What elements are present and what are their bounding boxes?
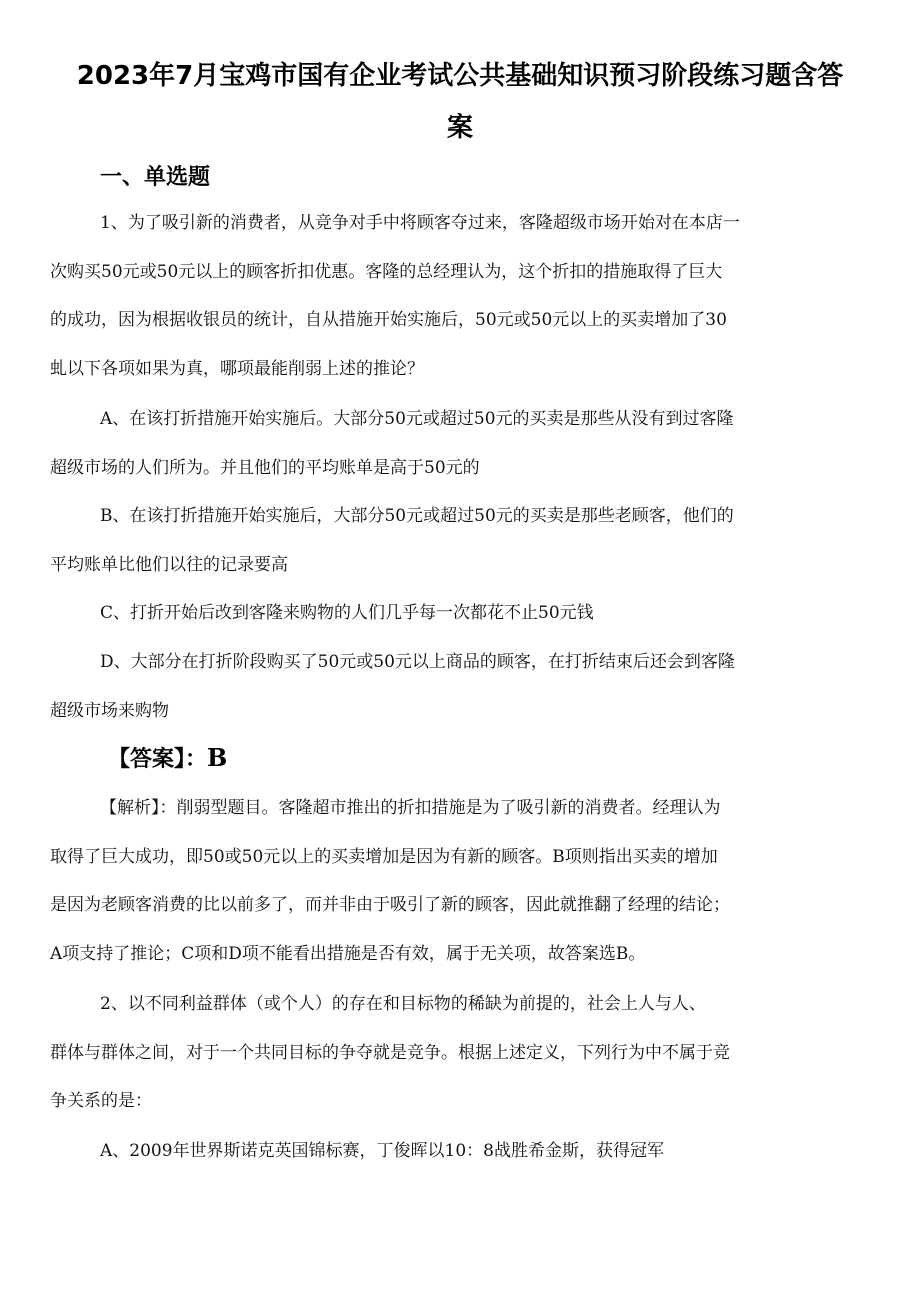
question-2-option-a [50,1127,870,1176]
analysis-line: 【解析】：削弱型题目。客隆超市推出的折扣措施是为了吸引新的消费者。经理认为 [100,798,721,818]
option-d-line: 超级市场来购物 [50,700,169,721]
option-c-line: C、打折开始后改到客隆来购物的人们几乎每一次都花不止50元钱 [100,603,594,623]
option-b-line: B、在该打折措施开始实施后，大部分50元或超过50元的买卖是那些老顾客，他们的 [100,506,734,526]
question-2-stem-line: 争关系的是： [50,1091,152,1111]
analysis-line: A项支持了推论；C项和D项不能看出措施是否有效，属于无关项，故答案选B。 [50,943,646,964]
analysis-line: 取得了巨大成功，即50或50元以上的买卖增加是因为有新的顾客。B项则指出买卖的增加 [50,846,718,867]
question-1-option-c [50,589,870,638]
option-d-line: D、大部分在打折阶段购买了50元或50元以上商品的顾客，在打折结束后还会到客隆 [100,652,735,672]
question-1-stem-line: 虬以下各项如果为真，哪项最能削弱上述的推论？ [50,358,424,379]
question-1-option-a [50,395,870,492]
question-2-option-a-line: A、2009年世界斯诺克英国锦标赛，丁俊晖以10：8战胜希金斯，获得冠军 [100,1141,664,1161]
answer-letter: B [207,743,228,772]
question-1-answer [108,742,227,773]
option-b-line: 平均账单比他们以往的记录要高 [50,554,288,575]
option-a-line: 超级市场的人们所为。并且他们的平均账单是高于50元的 [50,457,480,478]
document-title-line-1: 2023年7月宝鸡市国有企业考试公共基础知识预习阶段练习题含答 [76,61,844,91]
answer-label: 【答案】： [108,747,208,772]
question-1-analysis [50,784,870,978]
question-1-stem-line: 次购买50元或50元以上的顾客折扣优惠。客隆的总经理认为，这个折扣的措施取得了巨大 [50,261,723,282]
question-1-stem-line: 的成功，因为根据收银员的统计，自从措施开始实施后，50元或50元以上的买卖增加了30 [50,310,727,330]
question-2-stem-line: 2、以不同利益群体（或个人）的存在和目标物的稀缺为前提的，社会上人与人、 [100,994,706,1014]
analysis-line: 是因为老顾客消费的比以前多了，而并非由于吸引了新的顾客，因此就推翻了经理的结论； [50,895,730,915]
question-1-stem [50,199,870,393]
question-1-option-b [50,492,870,589]
question-2-stem [50,980,870,1126]
question-1-option-d [50,638,870,735]
question-2-stem-line: 群体与群体之间，对于一个共同目标的争夺就是竞争。根据上述定义，下列行为中不属于竞 [50,1042,730,1063]
option-a-line: A、在该打折措施开始实施后。大部分50元或超过50元的买卖是那些从没有到过客隆 [100,409,734,429]
question-1-stem-line: 1、为了吸引新的消费者，从竞争对手中将顾客夺过来，客隆超级市场开始对在本店一 [100,213,740,233]
document-title-line-2: 案 [446,113,473,143]
section-heading: 一、单选题 [100,165,211,190]
